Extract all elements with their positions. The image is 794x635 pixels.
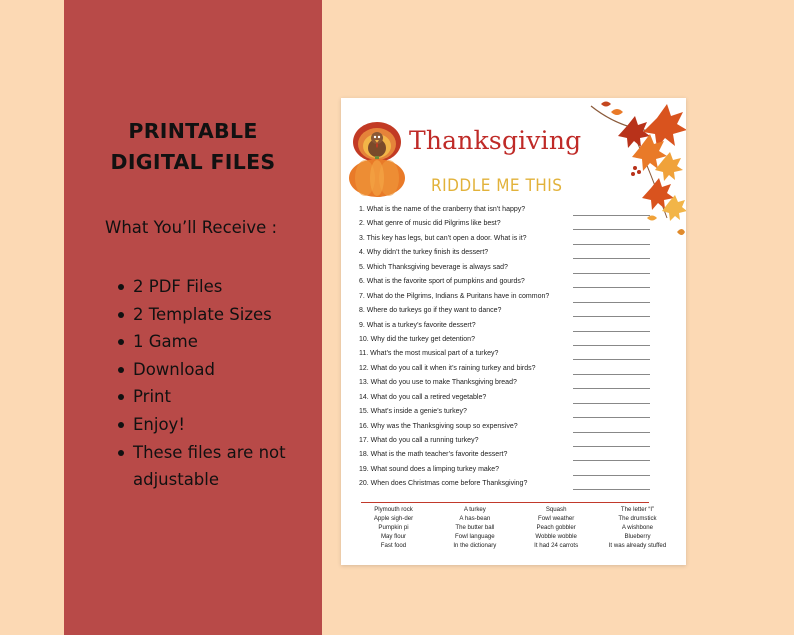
receive-label: What You’ll Receive : xyxy=(105,218,278,237)
question-row xyxy=(359,292,677,306)
answer-option: The butter ball xyxy=(455,524,495,532)
answer-blank xyxy=(573,374,650,375)
answer-divider xyxy=(361,502,649,503)
question-row xyxy=(359,436,677,450)
question-row xyxy=(359,479,677,493)
answer-blank xyxy=(573,345,650,346)
answer-blank xyxy=(573,489,650,490)
question-row xyxy=(359,393,677,407)
question-row xyxy=(359,364,677,378)
answer-blank xyxy=(573,258,650,259)
answer-blank xyxy=(573,287,650,288)
question-row xyxy=(359,450,677,464)
answer-option: Fast food xyxy=(380,542,407,550)
answer-option: Peach gobbler xyxy=(536,524,576,532)
sheet-title: Thanksgiving xyxy=(409,126,582,155)
answer-option: Wobble wobble xyxy=(535,533,577,541)
feature-list xyxy=(114,273,314,494)
question-row xyxy=(359,407,677,421)
answer-blank xyxy=(573,316,650,317)
printable-sheet xyxy=(341,98,686,565)
panel-title-line-1: PRINTABLE xyxy=(128,119,258,143)
question-text: 7. What do the Pilgrims, Indians & Puritans have in common? xyxy=(359,292,550,300)
question-text: 2. What genre of music did Pilgrims like best? xyxy=(359,220,501,228)
question-row xyxy=(359,422,677,436)
question-row xyxy=(359,306,677,320)
answer-option: Plymouth rock xyxy=(374,506,413,513)
question-row xyxy=(359,378,677,392)
answer-blank xyxy=(573,244,650,245)
question-row xyxy=(359,263,677,277)
question-text: 16. Why was the Thanksgiving soup so expensive? xyxy=(359,422,518,430)
answer-option: A wishbone xyxy=(621,524,654,532)
answer-column xyxy=(434,505,515,550)
question-text: 8. Where do turkeys go if they want to dance? xyxy=(359,307,502,315)
answer-option: In the dictionary xyxy=(453,542,497,550)
question-text: 1. What is the name of the cranberry that isn’t happy? xyxy=(359,206,526,213)
question-text: 11. What’s the most musical part of a turkey? xyxy=(359,350,499,358)
feature-item: Enjoy! xyxy=(114,411,314,439)
feature-item: 2 PDF Files xyxy=(114,273,314,301)
answer-column xyxy=(353,505,434,550)
question-text: 15. What’s inside a genie’s turkey? xyxy=(359,408,467,416)
question-row xyxy=(359,349,677,363)
answer-blank xyxy=(573,273,650,274)
answer-option: Apple sigh-der xyxy=(373,515,414,523)
answer-blank xyxy=(573,388,650,389)
feature-item: 1 Game xyxy=(114,328,314,356)
question-text: 12. What do you call it when it’s raining turkey and birds? xyxy=(359,364,536,372)
answer-blank xyxy=(573,417,650,418)
question-row xyxy=(359,465,677,479)
answer-option: Pumpkin pi xyxy=(378,524,409,532)
question-row xyxy=(359,205,677,219)
answer-option: Fowl language xyxy=(455,533,495,541)
question-text: 4. Why didn’t the turkey finish its dessert? xyxy=(359,249,489,257)
answer-option: It was already stuffed xyxy=(608,542,667,550)
question-text: 10. Why did the turkey get detention? xyxy=(359,335,475,343)
panel-title xyxy=(64,116,322,178)
answer-blank xyxy=(573,215,650,216)
question-text: 20. When does Christmas come before Thanksgiving? xyxy=(359,480,528,488)
answer-blank xyxy=(573,229,650,230)
answer-option: The letter “I” xyxy=(620,506,655,513)
answer-option: The drumstick xyxy=(618,515,657,523)
question-text: 19. What sound does a limping turkey make? xyxy=(359,465,500,473)
feature-item: These files are not adjustable xyxy=(114,439,314,494)
question-text: 6. What is the favorite sport of pumpkins and gourds? xyxy=(359,278,525,286)
question-text: 17. What do you call a running turkey? xyxy=(359,437,479,444)
answer-option: A has-bean xyxy=(459,515,491,523)
question-row xyxy=(359,234,677,248)
question-text: 14. What do you call a retired vegetable? xyxy=(359,393,487,401)
answer-blank xyxy=(573,460,650,461)
turkey-pumpkin-illustration xyxy=(345,118,409,200)
question-row xyxy=(359,277,677,291)
answer-blank xyxy=(573,331,650,332)
answer-option: May flour xyxy=(380,533,407,541)
answer-blank xyxy=(573,432,650,433)
answer-option: A turkey xyxy=(463,506,486,513)
question-row xyxy=(359,321,677,335)
answer-blank xyxy=(573,403,650,404)
feature-item: Download xyxy=(114,356,314,384)
question-text: 3. This key has legs, but can’t open a door. What is it? xyxy=(359,234,527,242)
answer-blank xyxy=(573,446,650,447)
question-text: 9. What is a turkey’s favorite dessert? xyxy=(359,321,476,329)
feature-item: Print xyxy=(114,383,314,411)
question-text: 13. What do you use to make Thanksgiving bread? xyxy=(359,379,517,387)
answer-option: Fowl weather xyxy=(538,515,575,523)
question-row xyxy=(359,248,677,262)
panel-title-line-2: DIGITAL FILES xyxy=(110,150,276,174)
question-list xyxy=(359,205,677,494)
answer-key xyxy=(353,505,678,550)
answer-blank xyxy=(573,475,650,476)
question-row xyxy=(359,219,677,233)
answer-option: Blueberry xyxy=(624,533,651,541)
answer-column xyxy=(516,505,597,550)
question-row xyxy=(359,335,677,349)
sheet-subtitle: RIDDLE ME THIS xyxy=(431,176,563,196)
answer-blank xyxy=(573,302,650,303)
answer-column xyxy=(597,505,678,550)
answer-option: It had 24 carrots xyxy=(534,542,579,550)
answer-option: Squash xyxy=(545,506,567,513)
question-text: 18. What is the math teacher’s favorite dessert? xyxy=(359,451,508,459)
answer-blank xyxy=(573,359,650,360)
question-text: 5. Which Thanksgiving beverage is always sad? xyxy=(359,263,508,271)
feature-item: 2 Template Sizes xyxy=(114,301,314,329)
